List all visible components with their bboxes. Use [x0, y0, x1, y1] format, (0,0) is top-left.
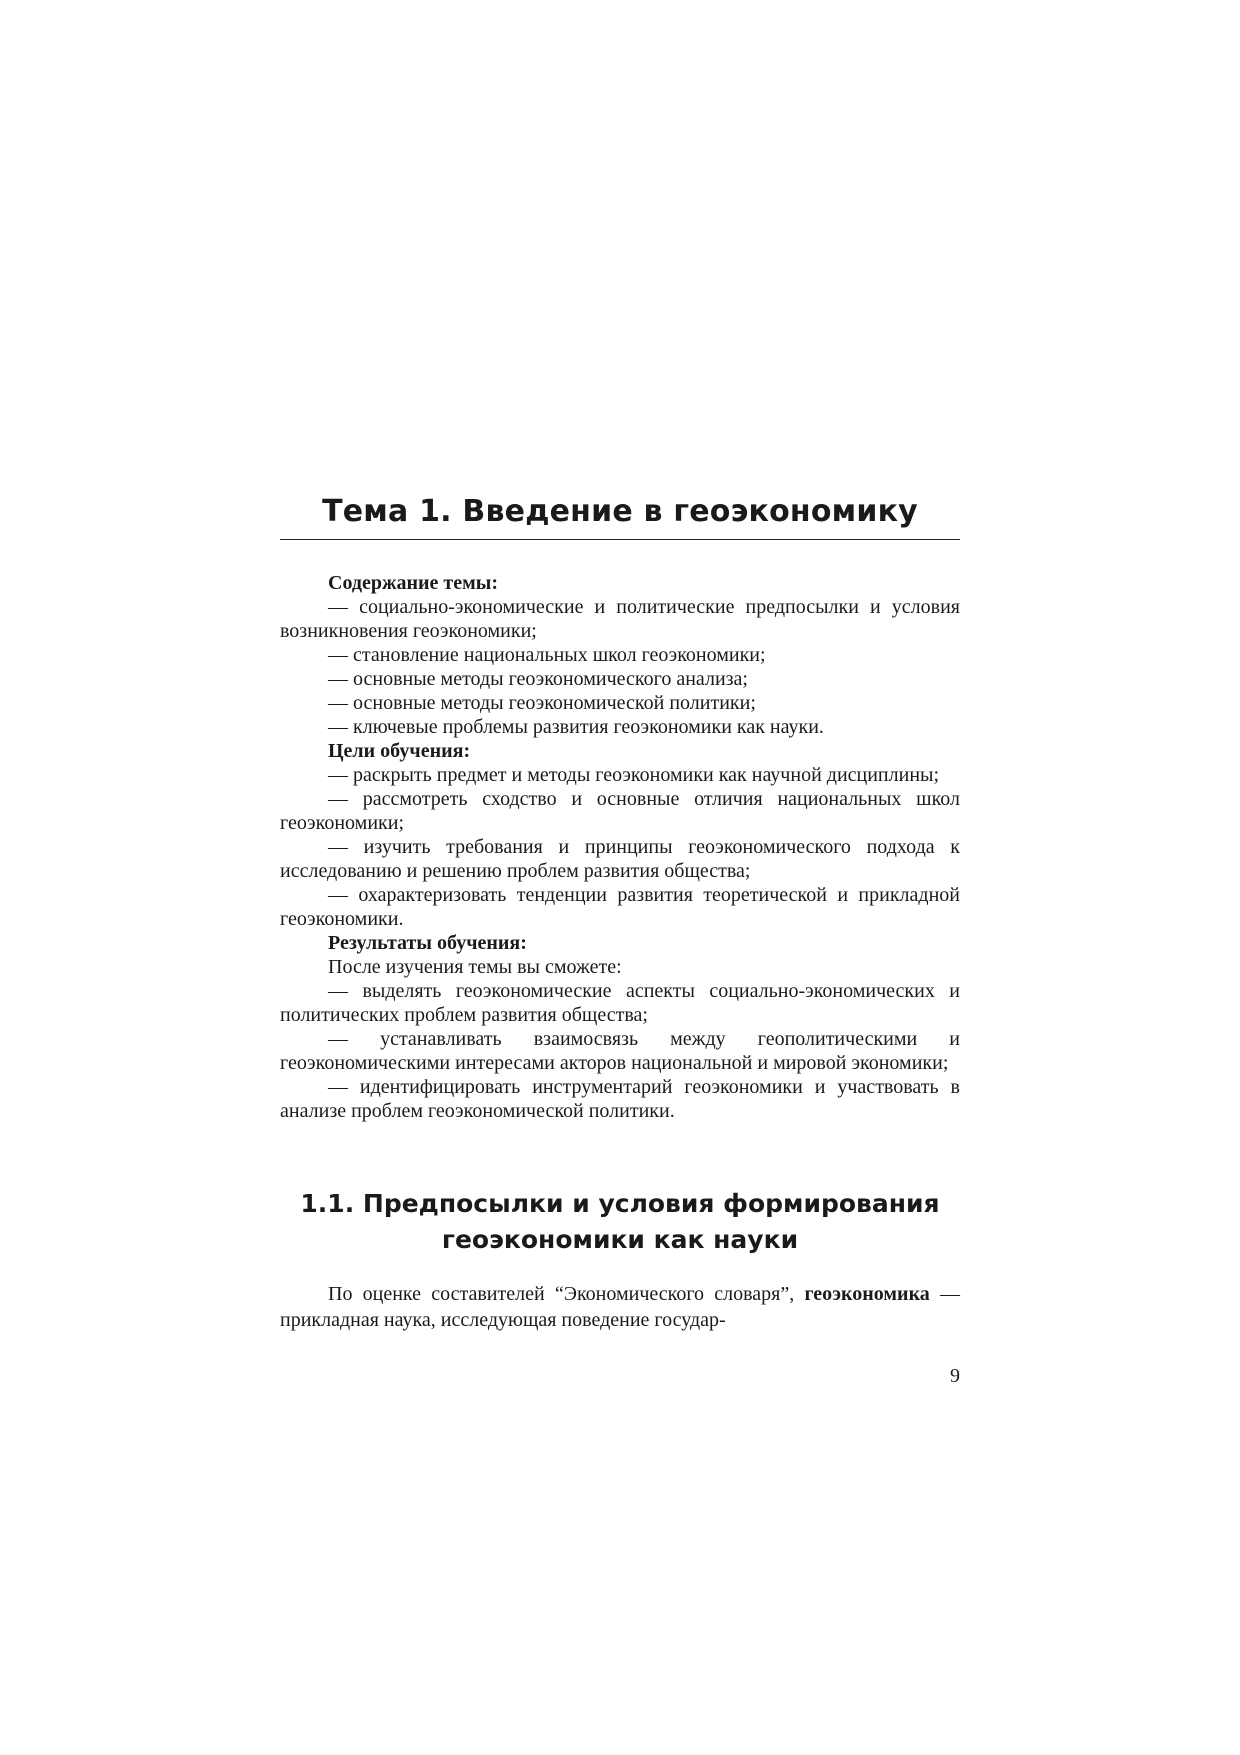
page-number: 9	[950, 1365, 960, 1387]
contents-item: — основные методы геоэкономического анализа;	[328, 668, 748, 690]
goals-item: — раскрыть предмет и методы геоэкономики как научной дисциплины;	[328, 764, 940, 786]
results-item: — выделять геоэкономические аспекты социально-экономических и политических проблем развития общества;	[280, 980, 960, 1026]
section-title-line: геоэкономики как науки	[441, 1225, 799, 1254]
goals-item: — охарактеризовать тенденции развития теоретической и прикладной геоэкономики.	[280, 884, 960, 930]
contents-item: — основные методы геоэкономической политики;	[328, 692, 756, 714]
goals-item: — рассмотреть сходство и основные отличия национальных школ геоэкономики;	[280, 788, 960, 834]
paragraph-rest: — прикладная наука, исследующая поведение государ-	[280, 1283, 960, 1331]
contents-item: — ключевые проблемы развития геоэкономики как науки.	[328, 716, 824, 738]
section-title	[280, 1186, 960, 1258]
paragraph-lead: По оценке составителей “Экономического словаря”,	[328, 1283, 805, 1305]
goals-heading: Цели обучения:	[328, 740, 471, 762]
goals-item: — изучить требования и принципы геоэкономического подхода к исследованию и решению проблем развития общества;	[280, 836, 960, 882]
chapter-title: Тема 1. Введение в геоэкономику	[322, 494, 918, 529]
title-underline-divider	[280, 539, 960, 540]
topic-summary	[280, 571, 960, 1123]
contents-item: — социально-экономические и политические предпосылки и условия возникновения геоэкономики;	[280, 596, 960, 642]
contents-item: — становление национальных школ геоэкономики;	[328, 644, 766, 666]
section-title-line: 1.1. Предпосылки и условия формирования	[300, 1189, 940, 1218]
contents-heading: Содержание темы:	[328, 572, 499, 594]
results-item: — идентифицировать инструментарий геоэкономики и участвовать в анализе проблем геоэкономической политики.	[280, 1076, 960, 1122]
body-paragraph	[280, 1281, 960, 1333]
results-intro: После изучения темы вы сможете:	[328, 956, 622, 978]
paragraph-term: геоэкономика	[804, 1283, 930, 1305]
results-heading: Результаты обучения:	[328, 932, 527, 954]
results-item: — устанавливать взаимосвязь между геополитическими и геоэкономическими интересами акторов национальной и мировой экономики;	[280, 1028, 960, 1074]
